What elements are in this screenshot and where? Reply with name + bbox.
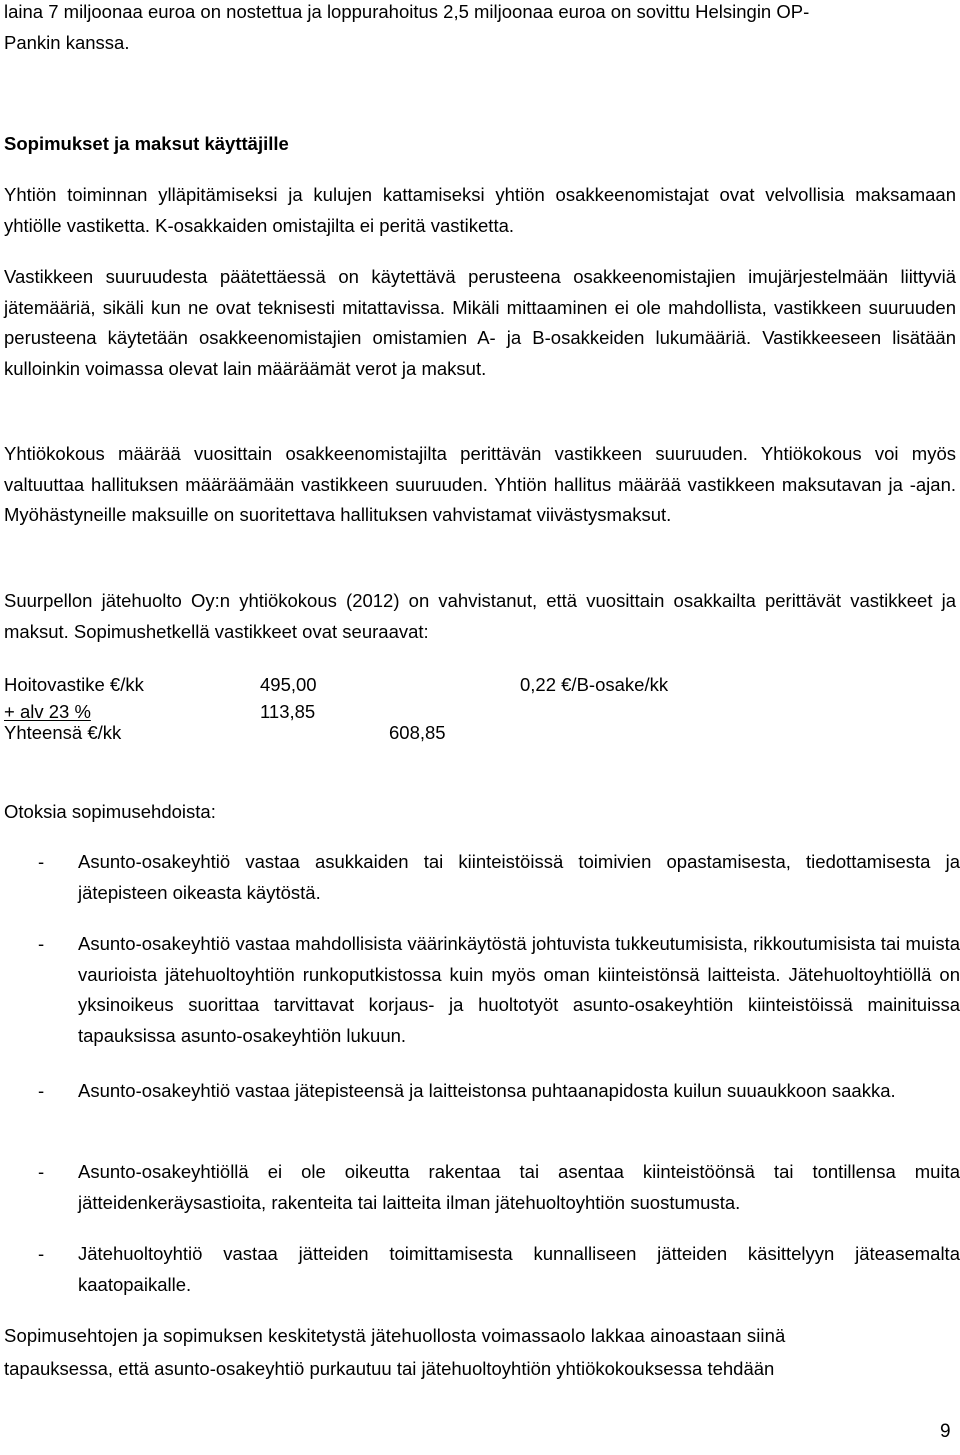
intro-line-2: Pankin kanssa. bbox=[4, 32, 130, 53]
fee-label-maintenance: Hoitovastike €/kk bbox=[4, 674, 144, 695]
paragraph-fee-basis: Vastikkeen suuruudesta päätettäessä on käytettävä perusteena osakkeenomistajien imujärjestelmään liittyviä jätemääriä, sikäli kun ne ovat teknisesti mitattavissa. Mikäli mittaaminen ei ole mahdollista, vastikkeen suuruuden perusteena käytetään osakkeenomistajien omistamien A- ja B-osakkeiden lukumääriä. Vastikkeeseen lisätään kulloinkin voimassa olevat lain määräämät verot ja maksut. bbox=[4, 266, 956, 379]
closing-line-2: tapauksessa, että asunto-osakeyhtiö purkautuu tai jätehuoltoyhtiön yhtiökokouksessa tehdään bbox=[4, 1358, 775, 1379]
list-item-text: Asunto-osakeyhtiöllä ei ole oikeutta rakentaa tai asentaa kiinteistöönsä tai tontillensa muita jätteidenkeräysastioita, rakenteita tai laitteita ilman jätehuoltoyhtiön suostumusta. bbox=[78, 1161, 960, 1213]
list-item-text: Asunto-osakeyhtiö vastaa mahdollisista väärinkäytöstä johtuvista tukkeutumisista, rikkoutumisista tai muista vaurioista jätehuoltoyhtiön runkoputkistossa kuin myös oman kiinteistönsä laitteista. Jätehuoltoyhtiöllä on yksinoikeus suorittaa tarvittavat korjaus- ja huoltotyöt asunto-osakeyhtiön kiinteistöissä mainituissa tapauksissa asunto-osakeyhtiön lukuun. bbox=[78, 933, 960, 1046]
fee-value-total: 608,85 bbox=[389, 722, 446, 743]
closing-line-1: Sopimusehtojen ja sopimuksen keskitetystä jätehuollosta voimassaolo lakkaa ainoastaan siinä bbox=[4, 1325, 786, 1346]
section-heading: Sopimukset ja maksut käyttäjille bbox=[4, 133, 289, 154]
page-number: 9 bbox=[940, 1421, 951, 1442]
list-item-text: Jätehuoltoyhtiö vastaa jätteiden toimittamisesta kunnalliseen jätteiden käsittelyyn jäteasemalta kaatopaikalle. bbox=[78, 1243, 960, 1295]
fee-label-vat: + alv 23 % bbox=[4, 701, 91, 722]
list-item-text: Asunto-osakeyhtiö vastaa asukkaiden tai kiinteistöissä toimivien opastamisesta, tiedottamisesta ja jätepisteen oikeasta käytöstä. bbox=[78, 851, 960, 903]
fee-rate-per-share: 0,22 €/B-osake/kk bbox=[520, 674, 669, 695]
paragraph-general-meeting: Yhtiökokous määrää vuosittain osakkeenomistajilta perittävän vastikkeen suuruuden. Yhtiökokous voi myös valtuuttaa hallituksen määräämään vastikkeen suuruuden. Yhtiön hallitus määrää vastikkeen maksutavan ja -ajan. Myöhästyneille maksuille on suoritettava hallituksen vahvistamat viivästysmaksut. bbox=[4, 443, 956, 526]
fee-label-total: Yhteensä €/kk bbox=[4, 722, 122, 743]
list-dash: - bbox=[38, 851, 45, 872]
intro-line-1: laina 7 miljoonaa euroa on nostettua ja loppurahoitus 2,5 miljoonaa euroa on sovittu Helsingin OP- bbox=[4, 1, 810, 22]
terms-heading: Otoksia sopimusehdoista: bbox=[4, 801, 216, 822]
list-dash: - bbox=[38, 1161, 45, 1182]
list-item-text: Asunto-osakeyhtiö vastaa jätepisteensä ja laitteistonsa puhtaanapidosta kuilun suuaukkoon saakka. bbox=[78, 1080, 896, 1101]
fee-value-maintenance: 495,00 bbox=[260, 674, 317, 695]
list-dash: - bbox=[38, 1080, 45, 1101]
paragraph-fees-obligation: Yhtiön toiminnan ylläpitämiseksi ja kulujen kattamiseksi yhtiön osakkeenomistajat ovat velvollisia maksamaan yhtiölle vastiketta. K-osakkaiden omistajilta ei peritä vastiketta. bbox=[4, 184, 956, 236]
list-dash: - bbox=[38, 933, 45, 954]
list-dash: - bbox=[38, 1243, 45, 1264]
paragraph-confirmed-fees: Suurpellon jätehuolto Oy:n yhtiökokous (2012) on vahvistanut, että vuosittain osakkailta perittävät vastikkeet ja maksut. Sopimushetkellä vastikkeet ovat seuraavat: bbox=[4, 590, 956, 642]
fee-value-vat: 113,85 bbox=[260, 701, 316, 722]
